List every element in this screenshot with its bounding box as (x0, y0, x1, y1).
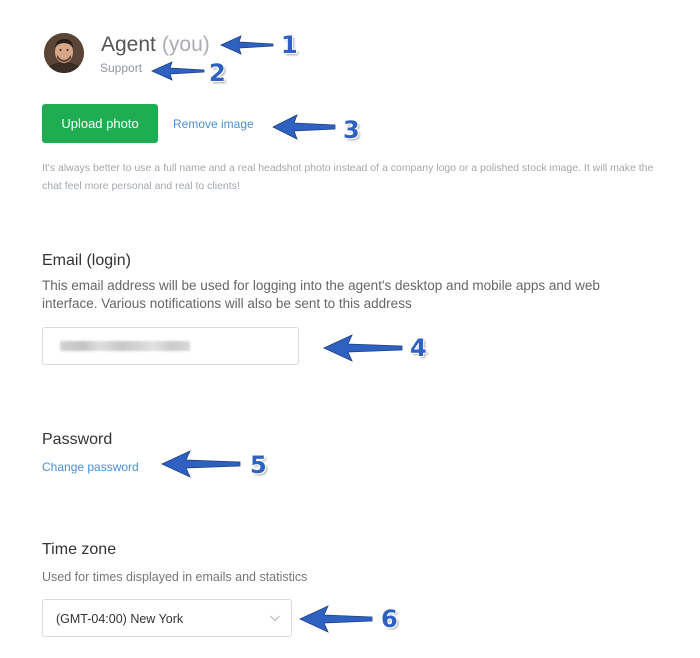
avatar (44, 33, 84, 73)
annotation-number-4: 4 (410, 334, 427, 362)
chevron-down-icon (269, 612, 281, 624)
password-label: Password (42, 431, 113, 448)
annotation-arrow-3 (271, 113, 337, 141)
annotation-number-5: 5 (250, 451, 267, 479)
you-tag: (you) (161, 33, 210, 56)
avatar-photo (44, 33, 84, 73)
annotation-arrow-2 (150, 60, 206, 82)
timezone-label: Time zone (42, 541, 117, 558)
annotation-arrow-4 (322, 333, 404, 363)
annotation-arrow-1 (219, 34, 275, 56)
timezone-select[interactable] (42, 599, 292, 637)
annotation-arrow-6 (298, 604, 374, 634)
annotation-arrow-5 (160, 449, 242, 479)
annotation-number-1: 1 (281, 31, 298, 59)
photo-hint: It's always better to use a full name and a real headshot photo instead of a company logo or a polished stock image. It will make the chat feel more personal and real to clients! (42, 162, 654, 192)
annotation-number-6: 6 (381, 605, 398, 633)
email-value-redacted (60, 341, 190, 351)
change-password-link[interactable]: Change password (42, 460, 139, 474)
timezone-selected-value: (GMT-04:00) New York (56, 612, 184, 626)
email-description: This email address will be used for logging into the agent's desktop and mobile apps and web interface. Various notifications will also be sent to this address (42, 278, 600, 311)
annotation-number-3: 3 (343, 116, 360, 144)
timezone-description: Used for times displayed in emails and statistics (42, 570, 308, 584)
email-label: Email (login) (42, 252, 131, 269)
remove-image-link[interactable]: Remove image (173, 117, 254, 131)
agent-name (101, 33, 210, 57)
annotation-number-2: 2 (209, 59, 226, 87)
agent-role: Support (100, 61, 143, 75)
upload-photo-button[interactable]: Upload photo (42, 104, 158, 143)
agent-name-text: Agent (101, 33, 156, 56)
